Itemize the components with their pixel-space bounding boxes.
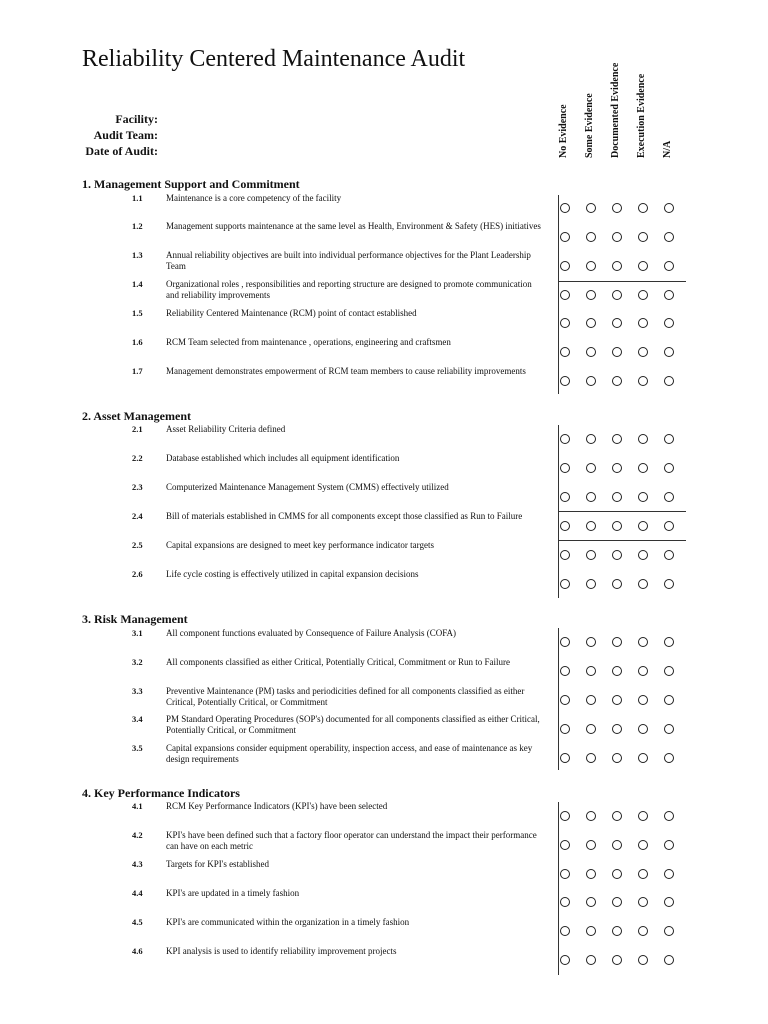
- row-divider-line: [558, 540, 686, 541]
- item-text: RCM Team selected from maintenance , operations, engineering and craftsmen: [166, 337, 451, 347]
- item-text: All component functions evaluated by Consequence of Failure Analysis (COFA): [166, 628, 457, 638]
- radio-some-evidence[interactable]: [586, 434, 596, 444]
- radio-documented-evidence[interactable]: [612, 318, 622, 328]
- section-divider-line: [558, 195, 559, 394]
- column-header-documented-evidence: Documented Evidence: [610, 62, 621, 158]
- radio-some-evidence[interactable]: [586, 463, 596, 473]
- radio-documented-evidence[interactable]: [612, 203, 622, 213]
- radio-execution-evidence[interactable]: [638, 203, 648, 213]
- radio-documented-evidence[interactable]: [612, 232, 622, 242]
- radio-no-evidence[interactable]: [560, 550, 570, 560]
- radio-documented-evidence[interactable]: [612, 434, 622, 444]
- item-text: Capital expansions consider equipment operability, inspection access, and ease of maintenance as key design requirements: [166, 743, 533, 764]
- item-text: Database established which includes all equipment identification: [166, 453, 400, 463]
- radio-documented-evidence[interactable]: [612, 840, 622, 850]
- radio-documented-evidence[interactable]: [612, 637, 622, 647]
- radio-execution-evidence[interactable]: [638, 897, 648, 907]
- radio-execution-evidence[interactable]: [638, 637, 648, 647]
- radio-some-evidence[interactable]: [586, 637, 596, 647]
- item-number: 1.4: [132, 279, 143, 289]
- item-number: 4.6: [132, 946, 143, 956]
- item-number: 3.3: [132, 686, 143, 696]
- item-number: 1.7: [132, 366, 143, 376]
- item-text: Management demonstrates empowerment of RCM team members to cause reliability improvements: [166, 366, 526, 376]
- radio-documented-evidence[interactable]: [612, 897, 622, 907]
- item-number: 2.6: [132, 569, 143, 579]
- radio-documented-evidence[interactable]: [612, 753, 622, 763]
- radio-execution-evidence[interactable]: [638, 261, 648, 271]
- item-number: 1.3: [132, 250, 143, 260]
- radio-execution-evidence[interactable]: [638, 492, 648, 502]
- item-text: Computerized Maintenance Management System (CMMS) effectively utilized: [166, 482, 449, 492]
- item-number: 4.3: [132, 859, 143, 869]
- radio-documented-evidence[interactable]: [612, 724, 622, 734]
- item-number: 1.2: [132, 221, 143, 231]
- radio-documented-evidence[interactable]: [612, 926, 622, 936]
- radio-no-evidence[interactable]: [560, 897, 570, 907]
- radio-some-evidence[interactable]: [586, 753, 596, 763]
- radio-documented-evidence[interactable]: [612, 955, 622, 965]
- radio-no-evidence[interactable]: [560, 318, 570, 328]
- radio-no-evidence[interactable]: [560, 753, 570, 763]
- item-number: 4.5: [132, 917, 143, 927]
- radio-documented-evidence[interactable]: [612, 811, 622, 821]
- radio-documented-evidence[interactable]: [612, 579, 622, 589]
- item-text: Bill of materials established in CMMS for all components except those classified as Run to Failure: [166, 511, 523, 521]
- radio-n-a[interactable]: [664, 955, 674, 965]
- item-number: 1.1: [132, 193, 143, 203]
- radio-execution-evidence[interactable]: [638, 869, 648, 879]
- radio-n-a[interactable]: [664, 203, 674, 213]
- section-title: 1. Management Support and Commitment: [82, 177, 300, 191]
- date-of-audit-label: Date of Audit:: [85, 144, 158, 158]
- section-title: 4. Key Performance Indicators: [82, 786, 240, 800]
- item-text: All components classified as either Critical, Potentially Critical, Commitment or Run to Failure: [166, 657, 510, 667]
- radio-no-evidence[interactable]: [560, 290, 570, 300]
- radio-no-evidence[interactable]: [560, 203, 570, 213]
- radio-documented-evidence[interactable]: [612, 290, 622, 300]
- radio-some-evidence[interactable]: [586, 695, 596, 705]
- radio-some-evidence[interactable]: [586, 347, 596, 357]
- radio-some-evidence[interactable]: [586, 521, 596, 531]
- radio-some-evidence[interactable]: [586, 840, 596, 850]
- item-number: 2.2: [132, 453, 143, 463]
- item-text: Life cycle costing is effectively utilized in capital expansion decisions: [166, 569, 419, 579]
- radio-some-evidence[interactable]: [586, 550, 596, 560]
- radio-execution-evidence[interactable]: [638, 463, 648, 473]
- radio-no-evidence[interactable]: [560, 926, 570, 936]
- column-header-some-evidence: Some Evidence: [584, 93, 595, 158]
- radio-execution-evidence[interactable]: [638, 347, 648, 357]
- item-text: Annual reliability objectives are built into individual performance objectives for the Plant Leadership Team: [166, 250, 531, 271]
- radio-no-evidence[interactable]: [560, 579, 570, 589]
- item-text: Preventive Maintenance (PM) tasks and periodicities defined for all components classified as either Critical, Potentially Critical, or Commitment: [166, 686, 525, 707]
- radio-some-evidence[interactable]: [586, 261, 596, 271]
- item-text: Reliability Centered Maintenance (RCM) point of contact established: [166, 308, 417, 318]
- radio-no-evidence[interactable]: [560, 695, 570, 705]
- radio-some-evidence[interactable]: [586, 290, 596, 300]
- item-number: 3.4: [132, 714, 143, 724]
- radio-no-evidence[interactable]: [560, 492, 570, 502]
- radio-documented-evidence[interactable]: [612, 261, 622, 271]
- radio-n-a[interactable]: [664, 376, 674, 386]
- radio-no-evidence[interactable]: [560, 376, 570, 386]
- radio-some-evidence[interactable]: [586, 203, 596, 213]
- radio-execution-evidence[interactable]: [638, 579, 648, 589]
- item-text: Organizational roles , responsibilities and reporting structure are designed to promote communication and reliability improvements: [166, 279, 532, 300]
- radio-n-a[interactable]: [664, 926, 674, 936]
- column-header-no-evidence: No Evidence: [558, 104, 569, 158]
- row-divider-line: [558, 511, 686, 512]
- radio-n-a[interactable]: [664, 550, 674, 560]
- item-number: 1.6: [132, 337, 143, 347]
- radio-execution-evidence[interactable]: [638, 290, 648, 300]
- radio-no-evidence[interactable]: [560, 724, 570, 734]
- radio-n-a[interactable]: [664, 840, 674, 850]
- radio-no-evidence[interactable]: [560, 232, 570, 242]
- page-title: Reliability Centered Maintenance Audit: [82, 46, 466, 72]
- radio-n-a[interactable]: [664, 261, 674, 271]
- radio-documented-evidence[interactable]: [612, 550, 622, 560]
- radio-documented-evidence[interactable]: [612, 376, 622, 386]
- radio-no-evidence[interactable]: [560, 869, 570, 879]
- radio-no-evidence[interactable]: [560, 521, 570, 531]
- radio-some-evidence[interactable]: [586, 724, 596, 734]
- item-number: 2.1: [132, 424, 143, 434]
- radio-n-a[interactable]: [664, 232, 674, 242]
- item-text: Targets for KPI's established: [166, 859, 270, 869]
- item-number: 2.5: [132, 540, 143, 550]
- radio-no-evidence[interactable]: [560, 811, 570, 821]
- item-text: Capital expansions are designed to meet key performance indicator targets: [166, 540, 434, 550]
- radio-documented-evidence[interactable]: [612, 347, 622, 357]
- facility-label: Facility:: [115, 112, 158, 126]
- radio-execution-evidence[interactable]: [638, 521, 648, 531]
- section-title: 2. Asset Management: [82, 409, 191, 423]
- section-divider-line: [558, 802, 559, 975]
- radio-n-a[interactable]: [664, 318, 674, 328]
- column-header-execution-evidence: Execution Evidence: [636, 73, 647, 158]
- radio-some-evidence[interactable]: [586, 579, 596, 589]
- item-text: KPI's are communicated within the organization in a timely fashion: [166, 917, 410, 927]
- radio-execution-evidence[interactable]: [638, 840, 648, 850]
- item-number: 2.4: [132, 511, 143, 521]
- item-text: PM Standard Operating Procedures (SOP's) documented for all components classified as either Critical, Potentially Critical, or Commitment: [166, 714, 540, 735]
- radio-execution-evidence[interactable]: [638, 955, 648, 965]
- radio-n-a[interactable]: [664, 579, 674, 589]
- item-number: 3.1: [132, 628, 143, 638]
- radio-execution-evidence[interactable]: [638, 811, 648, 821]
- radio-some-evidence[interactable]: [586, 926, 596, 936]
- item-text: RCM Key Performance Indicators (KPI's) have been selected: [166, 801, 388, 811]
- section-title: 3. Risk Management: [82, 612, 188, 626]
- item-number: 3.5: [132, 743, 143, 753]
- radio-some-evidence[interactable]: [586, 666, 596, 676]
- radio-n-a[interactable]: [664, 521, 674, 531]
- radio-n-a[interactable]: [664, 695, 674, 705]
- radio-execution-evidence[interactable]: [638, 724, 648, 734]
- radio-execution-evidence[interactable]: [638, 666, 648, 676]
- radio-some-evidence[interactable]: [586, 232, 596, 242]
- radio-no-evidence[interactable]: [560, 463, 570, 473]
- item-number: 4.2: [132, 830, 143, 840]
- radio-execution-evidence[interactable]: [638, 318, 648, 328]
- radio-n-a[interactable]: [664, 897, 674, 907]
- radio-n-a[interactable]: [664, 492, 674, 502]
- radio-documented-evidence[interactable]: [612, 666, 622, 676]
- radio-n-a[interactable]: [664, 869, 674, 879]
- radio-documented-evidence[interactable]: [612, 492, 622, 502]
- item-text: Asset Reliability Criteria defined: [166, 424, 286, 434]
- item-text: Management supports maintenance at the same level as Health, Environment & Safety (HES) initiatives: [166, 221, 541, 231]
- item-number: 2.3: [132, 482, 143, 492]
- radio-n-a[interactable]: [664, 463, 674, 473]
- radio-n-a[interactable]: [664, 753, 674, 763]
- item-number: 4.4: [132, 888, 143, 898]
- radio-no-evidence[interactable]: [560, 840, 570, 850]
- radio-no-evidence[interactable]: [560, 637, 570, 647]
- radio-n-a[interactable]: [664, 290, 674, 300]
- radio-n-a[interactable]: [664, 434, 674, 444]
- radio-execution-evidence[interactable]: [638, 695, 648, 705]
- radio-some-evidence[interactable]: [586, 492, 596, 502]
- item-number: 1.5: [132, 308, 143, 318]
- radio-documented-evidence[interactable]: [612, 695, 622, 705]
- radio-execution-evidence[interactable]: [638, 232, 648, 242]
- radio-no-evidence[interactable]: [560, 434, 570, 444]
- item-number: 3.2: [132, 657, 143, 667]
- radio-no-evidence[interactable]: [560, 955, 570, 965]
- radio-some-evidence[interactable]: [586, 811, 596, 821]
- section-divider-line: [558, 628, 559, 770]
- item-text: KPI's have been defined such that a factory floor operator can understand the impact their performance can have on each metric: [166, 830, 537, 851]
- radio-execution-evidence[interactable]: [638, 376, 648, 386]
- radio-documented-evidence[interactable]: [612, 869, 622, 879]
- radio-some-evidence[interactable]: [586, 869, 596, 879]
- item-text: Maintenance is a core competency of the facility: [166, 193, 342, 203]
- radio-n-a[interactable]: [664, 724, 674, 734]
- radio-execution-evidence[interactable]: [638, 434, 648, 444]
- radio-n-a[interactable]: [664, 811, 674, 821]
- radio-documented-evidence[interactable]: [612, 463, 622, 473]
- radio-some-evidence[interactable]: [586, 897, 596, 907]
- radio-no-evidence[interactable]: [560, 347, 570, 357]
- radio-execution-evidence[interactable]: [638, 926, 648, 936]
- item-number: 4.1: [132, 801, 143, 811]
- audit-team-label: Audit Team:: [93, 128, 158, 142]
- radio-some-evidence[interactable]: [586, 318, 596, 328]
- radio-some-evidence[interactable]: [586, 376, 596, 386]
- radio-execution-evidence[interactable]: [638, 753, 648, 763]
- radio-no-evidence[interactable]: [560, 261, 570, 271]
- radio-n-a[interactable]: [664, 637, 674, 647]
- radio-no-evidence[interactable]: [560, 666, 570, 676]
- radio-n-a[interactable]: [664, 347, 674, 357]
- row-divider-line: [558, 281, 686, 282]
- radio-execution-evidence[interactable]: [638, 550, 648, 560]
- radio-some-evidence[interactable]: [586, 955, 596, 965]
- item-text: KPI analysis is used to identify reliability improvement projects: [166, 946, 397, 956]
- radio-documented-evidence[interactable]: [612, 521, 622, 531]
- radio-n-a[interactable]: [664, 666, 674, 676]
- column-header-n-a: N/A: [662, 140, 673, 158]
- item-text: KPI's are updated in a timely fashion: [166, 888, 300, 898]
